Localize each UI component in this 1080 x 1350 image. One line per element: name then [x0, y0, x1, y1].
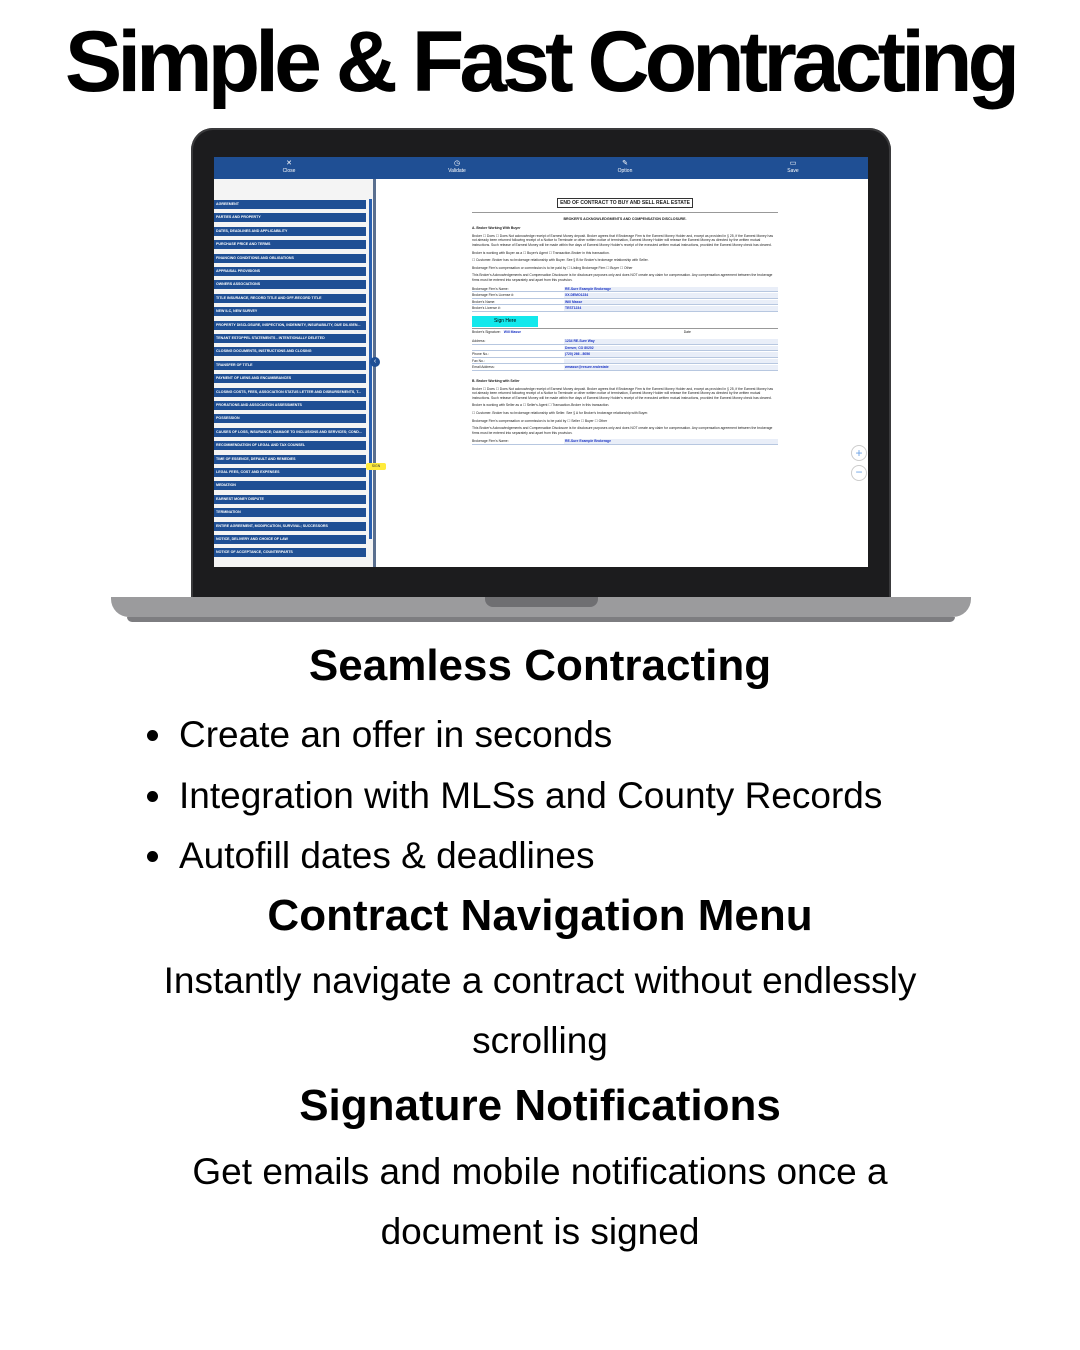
- list-item: Integration with MLSs and County Records: [145, 766, 1025, 827]
- sidebar-item[interactable]: TIME OF ESSENCE, DEFAULT AND REMEDIES: [214, 455, 366, 464]
- field-label: Brokerage Firm's License #:: [472, 293, 515, 298]
- broker-fields-b: [472, 339, 778, 371]
- save-label: Save: [787, 168, 799, 174]
- sidebar-item[interactable]: PAYMENT OF LIENS AND ENCUMBRANCES: [214, 374, 366, 383]
- validate-button[interactable]: [427, 159, 487, 175]
- validate-label: Validate: [448, 168, 466, 174]
- doc-para-a1: Broker ☐ Does ☐ Does Not acknowledge receipt of Earnest Money deposit. Broker agrees that if Brokerage Firm is the Earnest Money Holder and, except as provided in § 25, if the Earnest Money has not already been returned following receipt of a Notice to Terminate or other written notice of termination, Earnest Money Holder will release the Earnest Money as directed by the written mutual instructions. Such release of Earnest Money will be made within five days of Earnest Money Holder's receipt of the executed written mutual instructions, provided the Earnest Money check has cleared.: [472, 233, 774, 247]
- sidebar-item[interactable]: NOTICE OF ACCEPTANCE, COUNTERPARTS: [214, 548, 366, 557]
- doc-section-b: B. Broker Working with Seller: [472, 379, 520, 384]
- field-label: [472, 346, 564, 351]
- sidebar-item[interactable]: TITLE INSURANCE, RECORD TITLE AND OFF-RECORD TITLE: [214, 294, 366, 303]
- sidebar-divider[interactable]: [373, 179, 376, 567]
- save-button[interactable]: [763, 159, 823, 175]
- sidebar-item[interactable]: PARTIES AND PROPERTY: [214, 213, 366, 222]
- seamless-contracting-title: Seamless Contracting: [308, 641, 772, 690]
- field-value[interactable]: wmasse@resure.realestate: [564, 365, 778, 370]
- field-label: Email Address:: [472, 365, 495, 370]
- collapse-sidebar-button[interactable]: [370, 357, 380, 367]
- field-value[interactable]: Will Masse: [564, 300, 778, 305]
- field-value[interactable]: RE-Sure Example Brokerage: [564, 287, 778, 292]
- sidebar-item[interactable]: CAUSES OF LOSS, INSURANCE; DAMAGE TO INCLUSIONS AND SERVICES; COND...: [214, 428, 366, 437]
- field-row[interactable]: [472, 365, 778, 371]
- contract-document: [472, 201, 778, 445]
- close-button[interactable]: [259, 159, 319, 175]
- field-value[interactable]: RE-Sure Example Brokerage: [564, 439, 778, 444]
- field-label: Broker's Name:: [472, 299, 496, 304]
- field-label: Brokerage Firm's Name:: [472, 439, 509, 444]
- feature-bullet-list: [145, 705, 1025, 887]
- doc-para-a4: Brokerage Firm's compensation or commission is to be paid by ☐ Listing Brokerage Firm ☐ Buyer ☐ Other: [472, 265, 633, 270]
- signature-notifications-text: Get emails and mobile notifications once a document is signed: [192, 1151, 888, 1252]
- field-row[interactable]: [472, 346, 778, 352]
- sign-tag[interactable]: SIGN: [366, 463, 386, 470]
- sign-here-button[interactable]: Sign Here: [472, 316, 538, 327]
- sidebar-item[interactable]: TERMINATION: [214, 508, 366, 517]
- navigation-menu-text: Instantly navigate a contract without endlessly scrolling: [163, 960, 917, 1061]
- field-label: Brokerage Firm's Name:: [472, 286, 509, 291]
- option-icon: ✎: [622, 160, 628, 167]
- sidebar-item[interactable]: PRORATIONS AND ASSOCIATION ASSESSMENTS: [214, 401, 366, 410]
- doc-para-a3: ☐ Customer. Broker has no brokerage relationship with Buyer. See § B for Broker's brokerage relationship with Seller.: [472, 258, 649, 263]
- doc-para-b4: Brokerage Firm's compensation or commission is to be paid by ☐ Seller ☐ Buyer ☐ Other: [472, 418, 608, 423]
- sidebar-item[interactable]: DATES, DEADLINES AND APPLICABILITY: [214, 227, 366, 236]
- sidebar-item[interactable]: AGREEMENT: [214, 200, 366, 209]
- sidebar-item[interactable]: ENTIRE AGREEMENT, MODIFICATION, SURVIVAL; SUCCESSORS: [214, 522, 366, 531]
- sidebar-item[interactable]: PROPERTY DISCLOSURE, INSPECTION, INDEMNITY, INSURABILITY, DUE DILIGEN...: [214, 321, 366, 330]
- sidebar-item[interactable]: RECOMMENDATION OF LEGAL AND TAX COUNSEL: [214, 441, 366, 450]
- field-row[interactable]: [472, 359, 778, 365]
- laptop-base-shadow: [127, 617, 955, 622]
- list-item: Create an offer in seconds: [145, 705, 1025, 766]
- doc-para-b5: This Broker's Acknowledgements and Compensation Disclosure is for disclosure purposes only and does NOT create any claim for compensation. Any compensation agreement between the brokerage firms must be entered into separately and apart from this provision.: [472, 426, 773, 435]
- signature-name: Will Masse: [503, 329, 522, 334]
- chevron-left-icon: ‹: [373, 358, 377, 365]
- field-value[interactable]: 1234 RE-Sure Way: [564, 339, 778, 344]
- field-label: Fax No.:: [472, 358, 485, 363]
- field-row[interactable]: [472, 306, 778, 312]
- option-label: Option: [617, 168, 633, 174]
- doc-para-b2: Broker is working with Seller as a ☐ Seller's Agent ☐ Transaction-Broker in this transaction.: [472, 403, 610, 408]
- sidebar-item[interactable]: TENANT ESTOPPEL STATEMENTS - INTENTIONALLY DELETED: [214, 334, 366, 343]
- sidebar-item[interactable]: POSSESSION: [214, 414, 366, 423]
- doc-title: [472, 201, 778, 206]
- headline: Simple & Fast Contracting: [64, 14, 1016, 110]
- field-value[interactable]: TEST1234: [564, 306, 778, 311]
- field-row[interactable]: [472, 339, 778, 345]
- field-label: Broker's License #:: [472, 306, 501, 311]
- zoom-out-button[interactable]: [851, 465, 867, 481]
- option-button[interactable]: [595, 159, 655, 175]
- sidebar-item[interactable]: APPRAISAL PROVISIONS: [214, 267, 366, 276]
- sidebar-item[interactable]: NEW ILC, NEW SURVEY: [214, 307, 366, 316]
- doc-subtitle: BROKER'S ACKNOWLEDGMENTS AND COMPENSATION DISCLOSURE.: [472, 212, 778, 222]
- broker-fields-a: [472, 287, 778, 312]
- sidebar-item[interactable]: PURCHASE PRICE AND TERMS: [214, 240, 366, 249]
- sidebar-item[interactable]: MEDIATION: [214, 481, 366, 490]
- doc-section-a: A. Broker Working With Buyer: [472, 226, 521, 231]
- signature-label: Broker's Signature:: [472, 329, 501, 334]
- doc-para-b3: ☐ Customer. Broker has no brokerage relationship with Seller. See § A for Broker's brokerage relationship with Buyer.: [472, 411, 649, 416]
- field-row[interactable]: [472, 293, 778, 299]
- field-row[interactable]: [472, 352, 778, 358]
- date-label: Date: [683, 329, 691, 334]
- laptop-notch: [485, 597, 598, 607]
- field-row[interactable]: [472, 439, 778, 445]
- list-item: Autofill dates & deadlines: [145, 826, 1025, 887]
- zoom-in-button[interactable]: [851, 445, 867, 461]
- minus-icon: −: [855, 465, 863, 479]
- doc-para-a5: This Broker's Acknowledgements and Compensation Disclosure is for disclosure purposes only and does NOT create any claim for compensation. Any compensation agreement between the brokerage firms must be entered into separately and apart from this provision.: [472, 273, 773, 282]
- sidebar-item[interactable]: EARNEST MONEY DISPUTE: [214, 495, 366, 504]
- sidebar-item[interactable]: CLOSING COSTS, FEES, ASSOCIATION STATUS LETTER AND DISBURSEMENTS, T...: [214, 388, 366, 397]
- field-value[interactable]: [564, 359, 778, 364]
- field-label: Address:: [472, 339, 486, 344]
- field-value[interactable]: (720) 266 - 8056: [564, 352, 778, 357]
- doc-para-a2: Broker is working with Buyer as a ☐ Buyer's Agent ☐ Transaction-Broker in this transaction.: [472, 250, 610, 255]
- signature-notifications-title: Signature Notifications: [299, 1081, 781, 1130]
- sidebar-item[interactable]: FINANCING CONDITIONS AND OBLIGATIONS: [214, 254, 366, 263]
- field-label: Phone No.:: [472, 352, 489, 357]
- doc-para-b1: Broker ☐ Does ☐ Does Not acknowledge receipt of Earnest Money deposit. Broker agrees that if Brokerage Firm is the Earnest Money Holder and, except as provided in § 25, if the Earnest Money has not already been returned following receipt of a Notice to Terminate or other written notice of termination, Earnest Money Holder will release the Earnest Money as directed by the written mutual instructions. Such release of Earnest Money will be made within five days of Earnest Money Holder's receipt of the executed written mutual instructions, provided the Earnest Money check has cleared.: [472, 386, 774, 400]
- plus-icon: +: [855, 446, 863, 460]
- signature-line: [472, 328, 778, 335]
- field-row[interactable]: [472, 300, 778, 306]
- app-toolbar: [214, 157, 868, 179]
- sidebar-item[interactable]: OWNERS ASSOCIATIONS: [214, 280, 366, 289]
- field-value[interactable]: Denver, CO 80202: [564, 346, 778, 351]
- sidebar-item[interactable]: LEGAL FEES, COST AND EXPENSES: [214, 468, 366, 477]
- sidebar-item[interactable]: NOTICE, DELIVERY AND CHOICE OF LAW: [214, 535, 366, 544]
- sidebar-scrollbar[interactable]: [369, 199, 372, 539]
- validate-icon: ◷: [453, 160, 461, 167]
- field-row[interactable]: [472, 287, 778, 293]
- close-icon: ✕: [286, 160, 292, 167]
- save-icon: ▭: [789, 160, 797, 167]
- field-value[interactable]: XX.DEMO1234: [564, 293, 778, 298]
- sidebar-item[interactable]: TRANSFER OF TITLE: [214, 361, 366, 370]
- close-label: Close: [282, 168, 296, 174]
- doc-title-text: END OF CONTRACT TO BUY AND SELL REAL ESTATE: [557, 198, 693, 208]
- sidebar-item[interactable]: CLOSING DOCUMENTS, INSTRUCTIONS AND CLOSING: [214, 347, 366, 356]
- laptop-screen: [214, 157, 868, 567]
- navigation-menu-title: Contract Navigation Menu: [267, 891, 813, 940]
